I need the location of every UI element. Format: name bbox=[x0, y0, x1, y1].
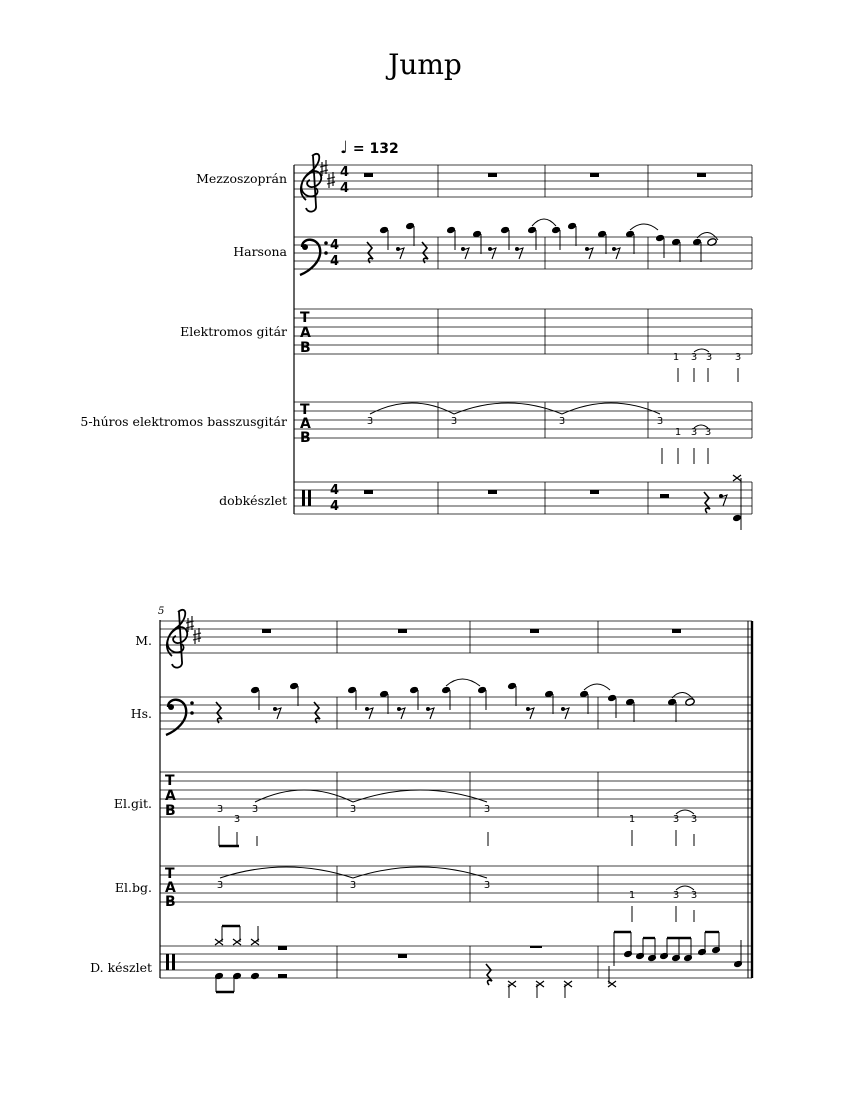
svg-text:B: B bbox=[300, 430, 311, 446]
score-title: Jump bbox=[388, 48, 462, 81]
svg-text:3: 3 bbox=[216, 880, 224, 891]
treble-clef-icon bbox=[167, 610, 187, 668]
quarter-note-icon: ♩ bbox=[340, 138, 349, 158]
svg-text:1: 1 bbox=[672, 352, 680, 363]
instrument-abbr-mezzo: M. bbox=[135, 633, 152, 648]
measure-number: 5 bbox=[158, 606, 165, 617]
time-sig-bottom: 4 bbox=[340, 181, 350, 196]
staff-drums bbox=[294, 482, 752, 514]
staff-trombone bbox=[294, 237, 752, 269]
treble-clef-icon bbox=[301, 154, 321, 212]
svg-text:A: A bbox=[165, 880, 176, 896]
staff-mezzo-2 bbox=[160, 621, 752, 653]
svg-text:T: T bbox=[300, 310, 310, 326]
instrument-abbr-trombone: Hs. bbox=[130, 706, 152, 721]
system-1 bbox=[294, 154, 752, 530]
svg-text:3: 3 bbox=[251, 804, 259, 815]
instrument-abbr-bass: El.bg. bbox=[114, 880, 152, 895]
svg-text:3: 3 bbox=[483, 804, 491, 815]
staff-mezzo bbox=[294, 165, 752, 197]
svg-text:4: 4 bbox=[330, 483, 340, 498]
svg-text:A: A bbox=[300, 325, 311, 341]
svg-text:T: T bbox=[165, 773, 175, 789]
sharp-icon bbox=[327, 172, 335, 188]
svg-text:T: T bbox=[300, 402, 310, 418]
svg-text:3: 3 bbox=[690, 814, 698, 825]
sharp-icon bbox=[320, 160, 328, 176]
svg-text:4: 4 bbox=[330, 254, 340, 269]
tab-staff-bass-2 bbox=[160, 866, 752, 902]
instrument-name-drums: dobkészlet bbox=[219, 493, 287, 508]
tempo-value: = 132 bbox=[352, 141, 399, 157]
staff-drums-2 bbox=[160, 946, 752, 978]
svg-text:3: 3 bbox=[233, 814, 241, 825]
svg-text:3: 3 bbox=[349, 880, 357, 891]
svg-text:3: 3 bbox=[656, 416, 664, 427]
svg-text:3: 3 bbox=[690, 427, 698, 438]
svg-text:3: 3 bbox=[558, 416, 566, 427]
svg-text:3: 3 bbox=[690, 890, 698, 901]
svg-text:A: A bbox=[300, 416, 311, 432]
svg-text:B: B bbox=[165, 894, 176, 910]
tab-staff-guitar-2 bbox=[160, 772, 752, 817]
svg-text:1: 1 bbox=[628, 890, 636, 901]
svg-text:3: 3 bbox=[483, 880, 491, 891]
svg-text:3: 3 bbox=[349, 804, 357, 815]
instrument-name-guitar: Elektromos gitár bbox=[180, 324, 287, 339]
svg-text:1: 1 bbox=[674, 427, 682, 438]
instrument-name-mezzo: Mezzoszoprán bbox=[196, 171, 287, 186]
tab-staff-guitar bbox=[294, 309, 752, 354]
svg-text:1: 1 bbox=[628, 814, 636, 825]
staff-trombone-2 bbox=[160, 697, 752, 729]
svg-text:B: B bbox=[165, 803, 176, 819]
instrument-abbr-drums: D. készlet bbox=[90, 960, 152, 975]
svg-text:3: 3 bbox=[690, 352, 698, 363]
svg-text:A: A bbox=[165, 788, 176, 804]
time-sig-top: 4 bbox=[340, 165, 350, 180]
svg-text:4: 4 bbox=[330, 499, 340, 514]
svg-text:3: 3 bbox=[366, 416, 374, 427]
tab-staff-bass bbox=[294, 402, 752, 438]
svg-text:3: 3 bbox=[672, 890, 680, 901]
instrument-abbr-guitar: El.git. bbox=[113, 796, 152, 811]
svg-text:4: 4 bbox=[330, 238, 340, 253]
system-2 bbox=[160, 610, 752, 998]
svg-text:3: 3 bbox=[672, 814, 680, 825]
svg-text:3: 3 bbox=[450, 416, 458, 427]
svg-text:3: 3 bbox=[705, 352, 713, 363]
svg-text:3: 3 bbox=[704, 427, 712, 438]
instrument-name-trombone: Harsona bbox=[233, 244, 287, 259]
instrument-name-bass: 5-húros elektromos basszusgitár bbox=[80, 414, 287, 429]
svg-text:3: 3 bbox=[734, 352, 742, 363]
svg-text:3: 3 bbox=[216, 804, 224, 815]
svg-text:B: B bbox=[300, 340, 311, 356]
svg-text:T: T bbox=[165, 866, 175, 882]
